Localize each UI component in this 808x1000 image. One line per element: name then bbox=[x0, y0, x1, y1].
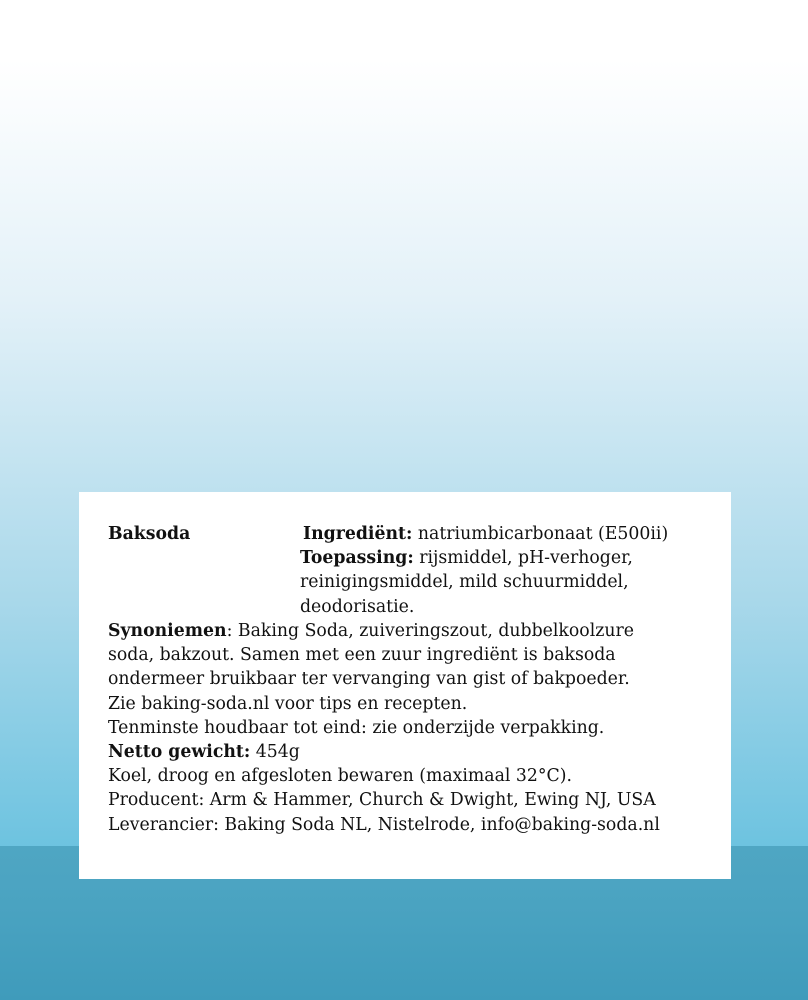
use-value-1: rijsmiddel, pH-verhoger, bbox=[413, 548, 633, 569]
use-line-2: reinigingsmiddel, mild schuurmiddel, bbox=[300, 572, 629, 593]
synonyms-line-4: Zie baking-soda.nl voor tips en recepten. bbox=[108, 693, 468, 714]
synonyms-line-3: ondermeer bruikbaar ter vervanging van gist of bakpoeder. bbox=[108, 669, 630, 690]
storage-text: Koel, droog en afgesloten bewaren (maximaal 32°C). bbox=[108, 766, 573, 787]
producer-text: Producent: Arm & Hammer, Church & Dwight, Ewing NJ, USA bbox=[108, 790, 656, 811]
label-reflection bbox=[79, 879, 731, 1000]
synonyms-line bbox=[108, 619, 728, 643]
ingredient-value: natriumbicarbonaat (E500ii) bbox=[412, 524, 669, 544]
supplier-text: Leverancier: Baking Soda NL, Nistelrode, info@baking-soda.nl bbox=[108, 814, 660, 835]
best-before-text: Tenminste houdbaar tot eind: zie onderzijde verpakking. bbox=[108, 717, 605, 738]
net-weight-label: Netto gewicht: bbox=[108, 742, 251, 763]
use-line-3: deodorisatie. bbox=[300, 596, 415, 617]
ingredient-line bbox=[303, 522, 723, 546]
net-weight-value: 454g bbox=[250, 742, 300, 763]
synonyms-line-2: soda, bakzout. Samen met een zuur ingrediënt is baksoda bbox=[108, 645, 616, 666]
synonyms-label: Synoniemen bbox=[108, 621, 227, 641]
ingredient-label: Ingrediënt: bbox=[303, 524, 413, 544]
net-weight-line bbox=[108, 740, 728, 764]
use-line bbox=[300, 546, 723, 570]
product-label bbox=[79, 492, 731, 879]
synonyms-value: : Baking Soda, zuiveringszout, dubbelkoolzure bbox=[226, 621, 634, 641]
label-body bbox=[108, 619, 728, 837]
use-label: Toepassing: bbox=[300, 548, 414, 569]
product-title: Baksoda bbox=[108, 524, 191, 544]
ingredient-block bbox=[300, 522, 723, 619]
